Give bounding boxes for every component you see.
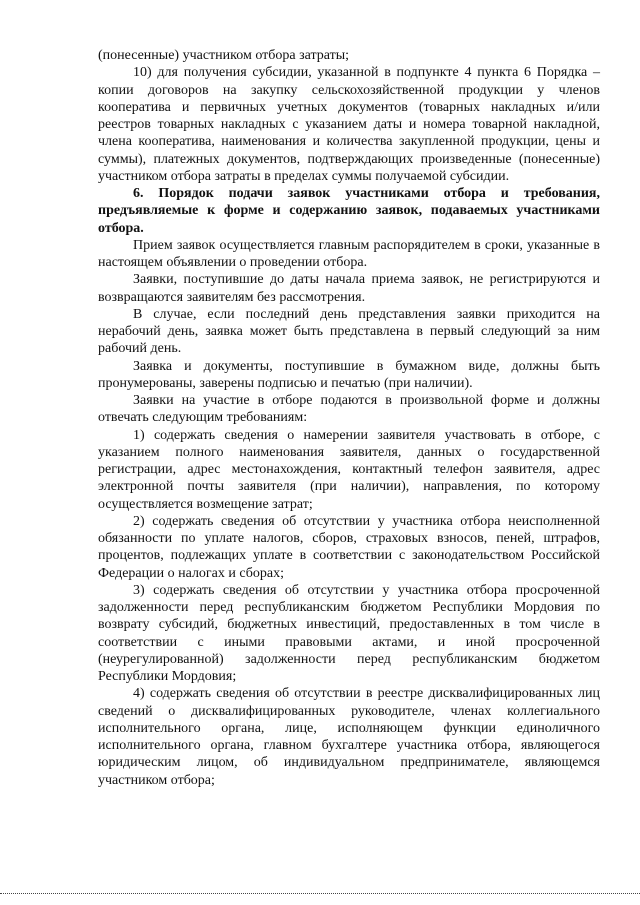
list-item-3: 3) содержать сведения об отсутствии у участника отбора просроченной задолженности перед республиканским бюджетом Республики Мордовия по возврату субсидий, бюджетных инвестиций, предоставленных в том числе в соответствии с иными правовыми актами, и иной просроченной (неурегулированной) задолженности перед республиканским бюджетом Республики Мордовия; xyxy=(98,582,600,684)
paragraph-paper-documents: Заявка и документы, поступившие в бумажном виде, должны быть пронумерованы, заверены подписью и печатью (при наличии). xyxy=(98,358,600,391)
list-item-2: 2) содержать сведения об отсутствии у участника отбора неисполненной обязанности по уплате налогов, сборов, страховых взносов, пеней, штрафов, процентов, подлежащих уплате в соответствии с законодательством Российской Федерации о налогах и сборах; xyxy=(98,513,600,581)
paragraph-item-10: 10) для получения субсидии, указанной в подпункте 4 пункта 6 Порядка – копии договоров на закупку сельскохозяйственной продукции у членов кооператива и первичных учетных документов (товарных накладных и/или реестров товарных накладных с указанием даты и номера товарной накладной, члена кооператива, наименования и количества закупленной продукции, цены и суммы), платежных документов, подтверждающих произведенные (понесенные) участником отбора затраты в пределах суммы получаемой субсидии. xyxy=(98,65,600,184)
paragraph-acceptance-terms: Прием заявок осуществляется главным распорядителем в сроки, указанные в настоящем объявлении о проведении отбора. xyxy=(98,237,600,270)
list-item-1: 1) содержать сведения о намерении заявителя участвовать в отборе, с указанием полного наименования заявителя, данных о государственной регистрации, адрес местонахождения, контактный телефон заявителя, адрес электронной почты заявителя (при наличии), направления, по которому осуществляется возмещение затрат; xyxy=(98,427,600,512)
list-item-4: 4) содержать сведения об отсутствии в реестре дисквалифицированных лиц сведений о дисквалифицированных руководителе, членах коллегиального исполнительного органа, лице, исполняющем функции единоличного исполнительного органа, главном бухгалтере участника отбора, являющегося юридическим лицом, об индивидуальном предпринимателе, являющемся участником отбора; xyxy=(98,686,600,788)
document-page xyxy=(98,47,600,789)
paragraph-non-working-day: В случае, если последний день представления заявки приходится на нерабочий день, заявка может быть представлена в первый следующий за ним рабочий день. xyxy=(98,306,600,357)
page-bottom-divider xyxy=(0,893,640,894)
paragraph-early-applications: Заявки, поступившие до даты начала приема заявок, не регистрируются и возвращаются заявителям без рассмотрения. xyxy=(98,272,600,305)
paragraph-requirements-intro: Заявки на участие в отборе подаются в произвольной форме и должны отвечать следующим требованиям: xyxy=(98,393,600,426)
section-heading-6: 6. Порядок подачи заявок участниками отбора и требования, предъявляемые к форме и содержанию заявок, подаваемых участниками отбора. xyxy=(98,186,600,236)
paragraph-continuation: (понесенные) участником отбора затраты; xyxy=(98,48,350,63)
